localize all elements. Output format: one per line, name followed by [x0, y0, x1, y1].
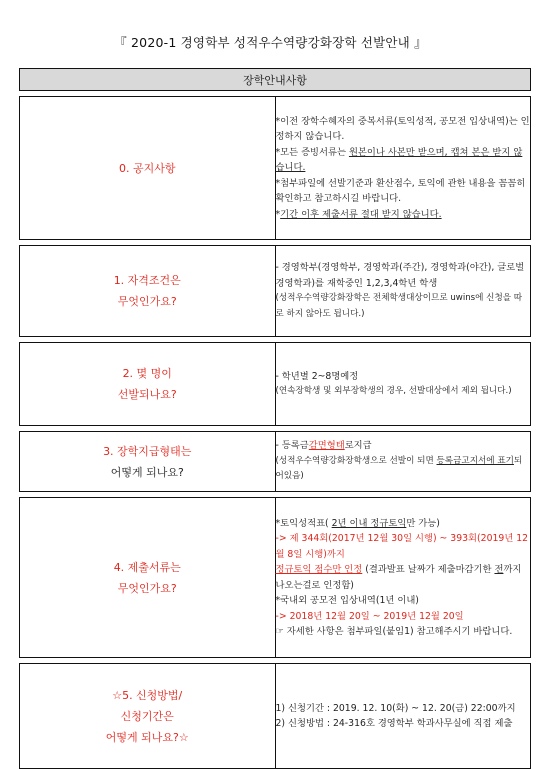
document-title: 『 2020-1 경영학부 성적우수역량강화장학 선발안내 』	[114, 35, 427, 50]
content-line	[276, 562, 531, 593]
content-text: 정규토익 점수만 인정	[275, 564, 363, 575]
section-content	[275, 432, 531, 492]
content-text: 되어있음)	[275, 455, 523, 482]
content-text: 1) 신청기간 : 2019. 12. 10(화) ~ 12. 20(금) 22:00까지	[275, 702, 516, 714]
section-label	[20, 664, 276, 769]
section-row	[20, 246, 531, 337]
content-text: 2년 이내 정규토익	[331, 517, 407, 529]
content-text: - 학년별 2~8명예정	[275, 370, 359, 382]
content-text: 까지 나오는걸로 인정함)	[275, 564, 522, 591]
section-label-line: 4. 제출서류는	[113, 560, 181, 574]
content-text: *모든 증빙서류는	[275, 146, 349, 158]
content-line	[276, 145, 531, 176]
section-label-line: 선발되나요?	[117, 388, 177, 401]
content-line	[276, 207, 531, 223]
content-line	[276, 516, 531, 532]
section-label	[20, 432, 276, 492]
content-text: 전	[494, 564, 504, 575]
section-content	[275, 246, 531, 337]
content-line	[276, 438, 531, 454]
content-text: - 등록금	[275, 440, 309, 452]
content-line	[276, 531, 531, 562]
content-text: ☞ 자세한 사항은 첨부파일(붙임1) 참고해주시기 바랍니다.	[275, 626, 513, 637]
content-text: 2) 신청방법 : 24-316호 경영학부 학과사무실에 직접 제출	[275, 718, 513, 729]
scholarship-info-table	[19, 68, 531, 769]
content-line	[276, 291, 531, 322]
section-content	[275, 664, 531, 769]
section-label-line: 무엇인가요?	[117, 295, 177, 308]
content-text: (연속장학생 및 외부장학생의 경우, 선발대상에서 제외 됩니다.)	[275, 386, 512, 396]
section-label-line: 1. 자격조건은	[113, 274, 181, 287]
content-line	[276, 369, 531, 385]
content-line	[276, 176, 531, 207]
section-content	[275, 498, 531, 658]
content-line	[276, 260, 531, 291]
section-label	[20, 498, 276, 658]
content-line	[276, 593, 531, 609]
content-text: 등록금고지서에 표기	[436, 455, 514, 466]
section-label-line: 신청기간은	[120, 709, 174, 723]
section-row	[20, 664, 531, 769]
section-label	[20, 343, 276, 426]
content-line	[276, 701, 531, 717]
content-line	[276, 454, 531, 485]
section-label-line: 2. 몇 명이	[122, 367, 172, 380]
section-label-line: ☆5. 신청방법/	[112, 688, 183, 702]
table-header: 장학안내사항	[20, 69, 531, 91]
section-label-line: 0. 공지사항	[119, 161, 176, 175]
section-label-line: 무엇인가요?	[117, 581, 177, 595]
section-row	[20, 343, 531, 426]
content-line	[276, 716, 531, 732]
content-text: *이전 장학수혜자의 중복서류(토익성적, 공모전 입상내역)는 인정하지 않습니다.	[275, 115, 530, 143]
section-label	[20, 246, 276, 337]
content-text: 원본이나 사본만 받으며, 캡쳐 본은 받지 않습니다.	[275, 146, 523, 174]
content-line	[276, 384, 531, 400]
content-text: *국내외 공모전 입상내역(1년 이내)	[275, 595, 419, 606]
section-label-line: 어떻게 되나요?☆	[105, 730, 189, 744]
section-row	[20, 498, 531, 658]
section-label	[20, 97, 276, 240]
content-text: *	[275, 208, 281, 220]
content-text: *첨부파일에 선발기준과 환산점수, 토익에 관한 내용을 꼼꼼히 확인하고 참고하시길 바랍니다.	[275, 177, 526, 205]
table-header-row	[20, 69, 531, 91]
content-line	[276, 609, 531, 625]
content-line	[276, 114, 531, 145]
content-text: 감면형태	[308, 440, 345, 452]
content-text: (성적우수역량강화장학은 전체학생대상이므로 uwins에 신청을 따로 하지 않아도 됩니다.)	[275, 293, 523, 319]
section-row	[20, 432, 531, 492]
section-label-line: 3. 장학지급형태는	[103, 444, 192, 458]
content-line	[276, 624, 531, 640]
content-text: (결과발표 날짜가 제출마감기한	[362, 564, 495, 575]
section-content	[275, 343, 531, 426]
content-text: (성적우수역량강화장학생으로 선발이 되면	[275, 455, 437, 466]
content-text: 만 가능)	[406, 517, 440, 529]
section-row	[20, 97, 531, 240]
content-text: -> 2018년 12월 20일 ~ 2019년 12월 20일	[275, 610, 464, 622]
content-text: 기간 이후 제출서류 절대 받지 않습니다.	[280, 208, 442, 220]
section-label-line: 어떻게 되나요?	[110, 465, 184, 479]
content-text: 로지급	[344, 440, 372, 452]
content-text: -> 제 344회(2017년 12월 30일 시행) ~ 393회(2019년 12월 8일 시행)까지	[275, 533, 529, 560]
content-text: *토익성적표(	[275, 517, 332, 529]
content-text: - 경영학부(경영학부, 경영학과(주간), 경영학과(야간), 글로벌경영학과)를 재학중인 1,2,3,4학년 학생	[275, 262, 525, 289]
section-content	[275, 97, 531, 240]
